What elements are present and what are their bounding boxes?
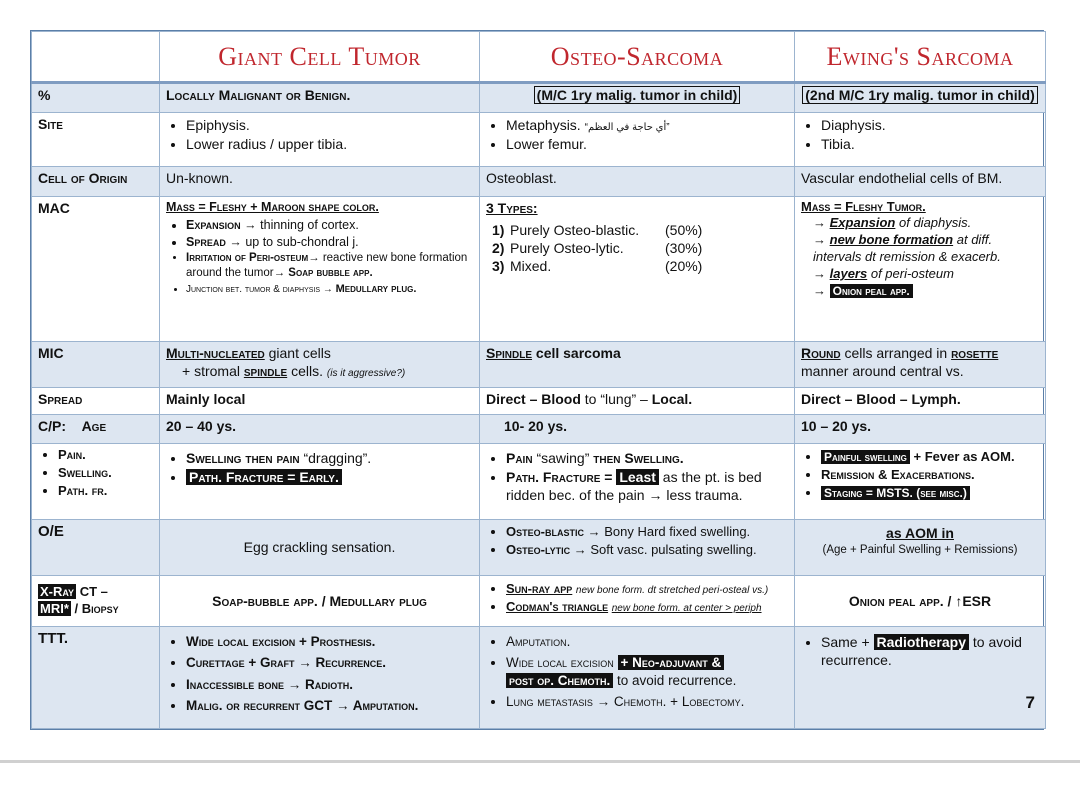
symptoms-ewing-3: • Staging = MSTS. (see misc.) — [821, 485, 1039, 502]
label-oe: O/E — [32, 520, 160, 575]
bottom-divider — [0, 760, 1080, 763]
cell-origin-ewing: Vascular endothelial cells of BM. — [795, 166, 1046, 196]
label-age: C/P: Age — [32, 415, 160, 444]
oe-giant: Egg crackling sensation. — [160, 520, 480, 575]
symptoms-giant-1: • Swelling then pain “dragging”. — [186, 449, 473, 467]
ttt-ewing-1: • Same + Radiotherapy to avoid recurrence. — [821, 633, 1039, 669]
mac-osteo — [480, 196, 795, 341]
mac-giant — [160, 196, 480, 341]
symptoms-ewing-1: • Painful swelling + Fever as AOM. — [821, 449, 1039, 466]
ttt-osteo — [480, 626, 795, 728]
comparison-table — [30, 30, 1044, 730]
mac-osteo-types — [492, 221, 788, 276]
symptoms-osteo-1: • Pain “sawing” then Swelling. — [506, 449, 788, 467]
mac-ewing-line-4: → Onion peal app. — [813, 283, 1039, 300]
header-row — [32, 32, 1046, 83]
symptoms-giant — [160, 443, 480, 520]
mic-osteo: Spindle cell sarcoma — [480, 341, 795, 387]
mic-ewing: Round cells arranged in rosette manner around central vs. — [795, 341, 1046, 387]
symptoms-osteo — [480, 443, 795, 520]
percent-osteo: (M/C 1ry malig. tumor in child) — [480, 83, 795, 113]
mac-ewing-line-1: → Expansion of diaphysis. — [813, 215, 972, 231]
spread-giant: Mainly local — [160, 387, 480, 415]
oe-osteo-2: • Osteo-lytic → Soft vasc. pulsating swelling. — [506, 542, 788, 559]
label-percent: % — [32, 83, 160, 113]
xray-osteo-2: • Codman's triangle new bone form. at center > periph — [506, 599, 788, 616]
age-giant: 20 – 40 ys. — [160, 415, 480, 444]
header-ewings-sarcoma: Ewing's Sarcoma — [795, 32, 1046, 83]
row-ttt — [32, 626, 1046, 728]
mac-giant-item-3: • Irritation of Peri-osteum→ reactive new bone formation around the tumor→ Soap bubble app. — [186, 251, 473, 281]
header-giant-cell-tumor: Giant Cell Tumor — [160, 32, 480, 83]
cell-origin-osteo: Osteoblast. — [480, 166, 795, 196]
mic-giant: Multi-nucleated giant cells + stromal spindle cells. (is it aggressive?) — [160, 341, 480, 387]
symptoms-osteo-2: • Path. Fracture = Least as the pt. is bed ridden bec. of the pain → less trauma. — [506, 468, 788, 504]
xray-ewing: Onion peal app. / ↑ESR — [795, 575, 1046, 626]
row-xray — [32, 575, 1046, 626]
site-osteo — [480, 112, 795, 166]
symptoms-ewing-2: • Remission & Exacerbations. — [821, 467, 1039, 484]
label-symptoms: • Pain. • Swelling. • Path. fr. — [32, 443, 160, 520]
site-giant-1: • Epiphysis. — [186, 116, 473, 134]
oe-osteo — [480, 520, 795, 575]
mac-ewing-title: Mass = Fleshy Tumor. — [801, 198, 926, 214]
xray-osteo-1: • Sun-ray app new bone form. dt stretched peri-osteal vs.) — [506, 581, 788, 598]
ttt-giant-2: • Curettage + Graft → Recurrence. — [186, 654, 473, 672]
row-cell-origin — [32, 166, 1046, 196]
age-ewing: 10 – 20 ys. — [795, 415, 1046, 444]
symptoms-ewing — [795, 443, 1046, 520]
mac-ewing-line-2: → new bone formation at diff. intervals dt remission & exacerb. — [813, 232, 1001, 265]
label-mac: MAC — [32, 196, 160, 341]
row-age — [32, 415, 1046, 444]
xray-giant: Soap-bubble app. / Medullary plug — [160, 575, 480, 626]
header-osteo-sarcoma: Osteo-Sarcoma — [480, 32, 795, 83]
cell-origin-giant: Un-known. — [160, 166, 480, 196]
row-symptoms — [32, 443, 1046, 520]
row-oe — [32, 520, 1046, 575]
spread-ewing: Direct – Blood – Lymph. — [795, 387, 1046, 415]
site-ewing-2: • Tibia. — [821, 135, 1039, 153]
row-mic — [32, 341, 1046, 387]
mac-osteo-type-2: 2) Purely Osteo-lytic. (30%) — [492, 239, 703, 256]
mac-osteo-title: 3 Types: — [486, 199, 538, 216]
oe-osteo-1: • Osteo-blastic → Bony Hard fixed swelling. — [506, 524, 788, 541]
mac-osteo-type-1: 1) Purely Osteo-blastic. (50%) — [492, 221, 703, 238]
site-giant-2: • Lower radius / upper tibia. — [186, 135, 473, 153]
row-mac — [32, 196, 1046, 341]
mac-giant-item-4: • Junction bet. tumor & diaphysis → Medullary plug. — [186, 282, 473, 296]
site-osteo-1: • Metaphysis. “أي حاجة في العظم” — [506, 116, 788, 134]
spread-osteo: Direct – Blood to “lung” – Local. — [480, 387, 795, 415]
ttt-giant-1: • Wide local excision + Prosthesis. — [186, 633, 473, 651]
xray-osteo — [480, 575, 795, 626]
label-xray: X-Ray CT – MRI* / Biopsy — [32, 575, 160, 626]
ttt-osteo-2: • Wide local excision + Neo-adjuvant & post op. Chemoth. to avoid recurrence. — [506, 654, 788, 689]
mac-osteo-type-3: 3) Mixed. (20%) — [492, 258, 703, 275]
page-number: 7 — [1025, 692, 1035, 712]
symptoms-giant-2: • Path. Fracture = Early. — [186, 468, 473, 486]
ttt-giant-4: • Malig. or recurrent GCT → Amputation. — [186, 697, 473, 715]
mac-giant-item-1: • Expansion → thinning of cortex. — [186, 217, 473, 233]
site-ewing-1: • Diaphysis. — [821, 116, 1039, 134]
label-ttt: TTT. — [32, 626, 160, 728]
row-site — [32, 112, 1046, 166]
ttt-giant-3: • Inaccessible bone → Radioth. — [186, 676, 473, 694]
mac-giant-item-2: • Spread → up to sub-chondral j. — [186, 234, 473, 250]
oe-ewing: as AOM in (Age + Painful Swelling + Remissions) — [795, 520, 1046, 575]
label-mic: MIC — [32, 341, 160, 387]
site-ewing — [795, 112, 1046, 166]
label-cell-origin: Cell of Origin — [32, 166, 160, 196]
percent-ewing: (2nd M/C 1ry malig. tumor in child) — [795, 83, 1046, 113]
ttt-osteo-1: • Amputation. — [506, 633, 788, 651]
label-spread: Spread — [32, 387, 160, 415]
site-osteo-2: • Lower femur. — [506, 135, 788, 153]
label-site: Site — [32, 112, 160, 166]
ttt-giant — [160, 626, 480, 728]
mac-giant-title: Mass = Fleshy + Maroon shape color. — [166, 199, 379, 214]
row-percent — [32, 83, 1046, 113]
ttt-ewing — [795, 626, 1046, 728]
mac-ewing — [795, 196, 1046, 341]
site-giant — [160, 112, 480, 166]
mac-ewing-line-3: → layers of peri-osteum — [813, 266, 954, 282]
header-blank — [32, 32, 160, 83]
ttt-osteo-3: • Lung metastasis → Chemoth. + Lobectomy. — [506, 693, 788, 711]
percent-giant: Locally Malignant or Benign. — [160, 83, 480, 113]
row-spread — [32, 387, 1046, 415]
age-osteo: 10- 20 ys. — [480, 415, 795, 444]
